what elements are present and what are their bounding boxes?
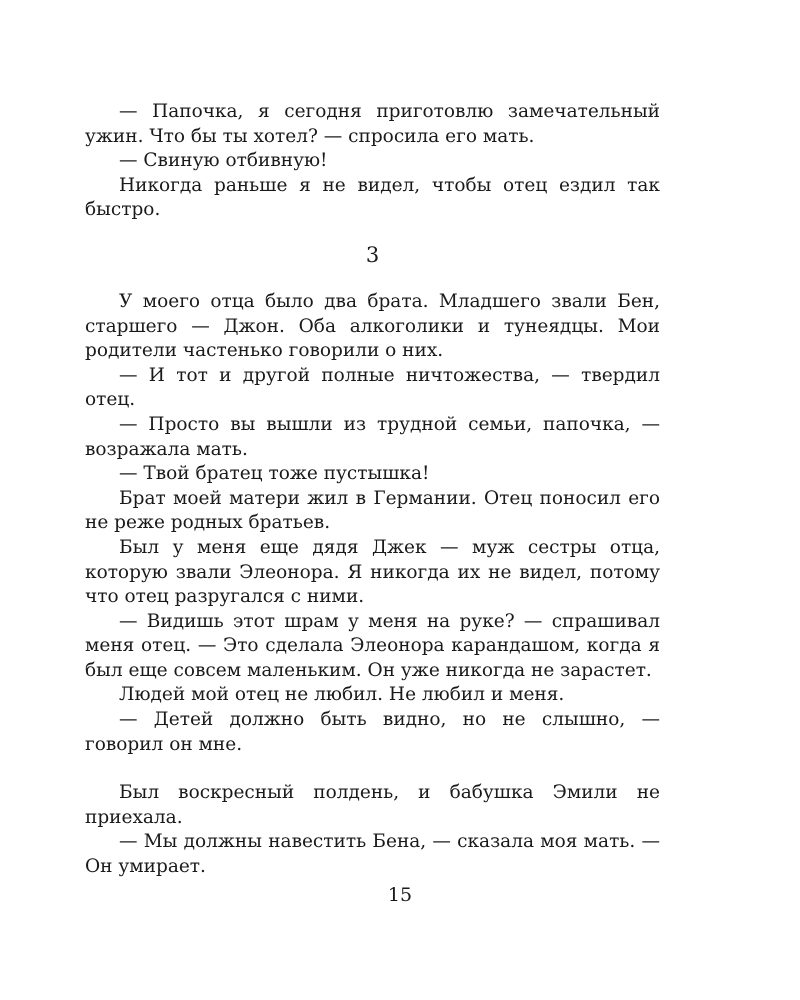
chapter-number: 3 — [365, 242, 380, 267]
paragraph: — Детей должно быть видно, но не слышно, — говорил он мне. — [85, 709, 660, 755]
paragraph: Был воскресный полдень, и бабушка Эмили не приехала. — [85, 782, 660, 828]
page-number: 15 — [387, 884, 413, 906]
paragraph: — И тот и другой полные ничтожества, — твердил отец. — [85, 364, 660, 411]
paragraph: — Видишь этот шрам у меня на руке? — спрашивал меня отец. — Это сделала Элеонора карандашом, когда я был еще совсем маленьким. Он уже никогда не зарастет. — [85, 610, 660, 681]
paragraph: Никогда раньше я не видел, чтобы отец ездил так быстро. — [85, 174, 660, 221]
paragraph: — Твой братец тоже пустышка! — [119, 463, 430, 485]
paragraph: Брат моей матери жил в Германии. Отец поносил его не реже родных братьев. — [85, 487, 660, 534]
paragraph: Был у меня еще дядя Джек — муж сестры отца, которую звали Элеонора. Я никогда их не видел, потому что отец разругался с ними. — [85, 536, 660, 608]
paragraph: — Просто вы вышли из трудной семьи, папочка, — возражала мать. — [85, 413, 660, 460]
paragraph: — Мы должны навестить Бена, — сказала моя мать. — Он умирает. — [85, 831, 660, 878]
section-break — [85, 757, 660, 781]
paragraph: — Папочка, я сегодня приготовлю замечательный ужин. Что бы ты хотел? — спросила его мать. — [85, 101, 660, 147]
paragraph: — Свиную отбивную! — [119, 150, 328, 172]
paragraph: Людей мой отец не любил. Не любил и меня. — [119, 684, 565, 706]
paragraph: У моего отца было два брата. Младшего звали Бен, старшего — Джон. Оба алкоголики и тунеядцы. Мои родители частенько говорили о них. — [85, 290, 660, 362]
book-page — [85, 100, 660, 880]
